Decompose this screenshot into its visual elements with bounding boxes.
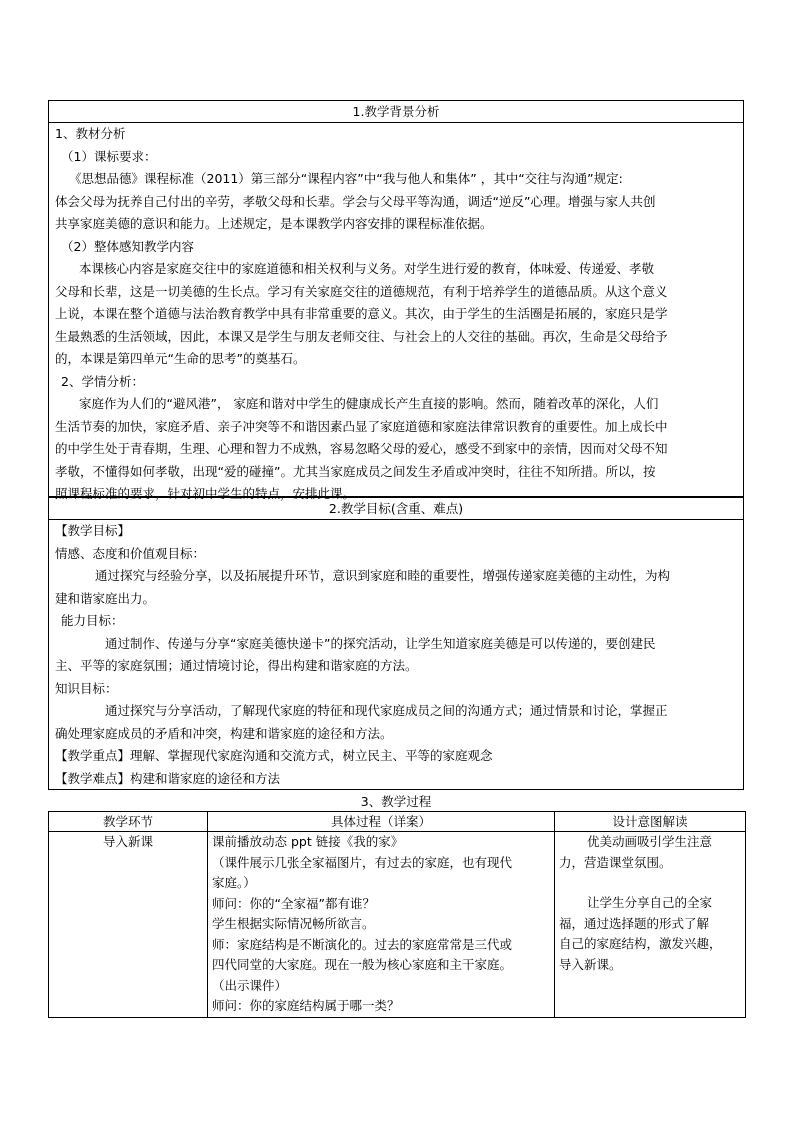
process-line: 学生根据实际情况畅所欲言。 [212, 916, 375, 931]
process-line: 师问：你的家庭结构属于哪一类？ [212, 998, 400, 1013]
section1-title: 1.教学背景分析 [49, 101, 743, 123]
process-line: 四代同堂的大家庭。现在一般为核心家庭和主干家庭。 [212, 957, 513, 972]
text-line: 1、教材分析 [55, 126, 126, 141]
text-line: 通过探究与经验分享，以及拓展提升环节，意识到家庭和睦的重要性，增强传递家庭美德的主动性，为构 [95, 568, 671, 583]
column-header-process: 具体过程（详案） [208, 812, 555, 832]
intent-line: 自己的家庭结构，激发兴趣， [559, 936, 722, 951]
text-line: 家庭作为人们的“避风港”， 家庭和谐对中学生的健康成长产生直接的影响。然而，随着改革的深化，人们 [79, 396, 659, 411]
text-line: 《思想品德》课程标准（2011）第三部分“课程内容”中“我与他人和集体” ，其中“交往与沟通”规定: [69, 171, 623, 186]
text-line: 孝敬，不懂得如何孝敬，出现“爱的碰撞”。尤其当家庭成员之间发生矛盾或冲突时，往往不知所措。所以，按 [55, 463, 656, 479]
text-line: 照课程标准的要求，针对初中学生的特点，安排此课。 [55, 486, 356, 501]
intent-line: 让学生分享自己的全家 [587, 895, 713, 910]
section3-title: 3、教学过程 [360, 794, 432, 809]
text-line: 主、平等的家庭氛围；通过情境讨论，得出构建和谐家庭的方法。 [55, 658, 418, 673]
text-line: 【教学难点】构建和谐家庭的途径和方法 [55, 770, 281, 786]
text-line: 2、学情分析： [61, 373, 144, 389]
text-line: 能力目标： [61, 613, 124, 628]
stage-cell: 导入新课 [49, 832, 208, 1018]
process-line: （出示课件） [212, 977, 288, 993]
text-line: 【教学目标】 [55, 523, 131, 538]
text-line: 的中学生处于青春期，生理、心理和智力不成熟，容易忽略父母的爱心，感受不到家中的亲情，因而对父母不知 [55, 441, 668, 456]
process-line: （课件展示几张全家福图片，有过去的家庭，也有现代 [212, 854, 513, 870]
process-line: 课前播放动态 ppt 链接《我的家》 [212, 834, 404, 849]
text-line: 建和谐家庭出力。 [55, 590, 156, 606]
text-line: 父母和长辈，这是一切美德的生长点。学习有关家庭交往的道德规范，有利于培养学生的道德品质。从这个意义 [55, 283, 668, 299]
section1-content [49, 123, 743, 506]
text-line: 的，本课是第四单元“生命的思考”的奠基石。 [55, 351, 306, 366]
teaching-background-box [48, 100, 744, 501]
text-line: 生最熟悉的生活领域，因此，本课又是学生与朋友老师交往、与社会上的人交往的基础。再次，生命是父母给予 [55, 328, 668, 344]
text-line: 知识目标： [55, 680, 118, 696]
text-line: 本课核心内容是家庭交往中的家庭道德和相关权利与义务。对学生进行爱的教育，体味爱、传递爱、孝敬 [79, 261, 655, 276]
intent-line: 导入新课。 [559, 956, 622, 972]
intent-line: 优美动画吸引学生注意 [587, 834, 713, 849]
teaching-objectives-box [48, 497, 744, 790]
column-header-stage: 教学环节 [49, 812, 208, 832]
text-line: （1）课标要求： [61, 148, 157, 164]
text-line: 体会父母为抚养自己付出的辛劳，孝敬父母和长辈。学会与父母平等沟通，调适“逆反”心理。增强与家人共创 [55, 193, 656, 209]
section2-content [49, 520, 743, 790]
text-line: 通过制作、传递与分享“家庭美德快递卡”的探究活动，让学生知道家庭美德是可以传递的，要创建民 [105, 635, 656, 651]
text-line: （2）整体感知教学内容 [61, 238, 194, 254]
process-line: 师：家庭结构是不断演化的。过去的家庭常常是三代或 [212, 936, 513, 952]
text-line: 【教学重点】理解、掌握现代家庭沟通和交流方式，树立民主、平等的家庭观念 [55, 748, 493, 763]
text-line: 情感、态度和价值观目标： [55, 545, 206, 561]
text-line: 确处理家庭成员的矛盾和冲突，构建和谐家庭的途径和方法。 [55, 725, 393, 741]
process-line: 师问：你的“全家福”都有谁？ [212, 895, 375, 911]
section2-title: 2.教学目标(含重、难点) [49, 498, 743, 520]
table-row [49, 832, 746, 1018]
text-line: 生活节奏的加快，家庭矛盾、亲子冲突等不和谐因素凸显了家庭道德和家庭法律常识教育的重要性。加上成长中 [55, 418, 668, 434]
column-header-intent: 设计意图解读 [555, 812, 746, 832]
intent-line: 福，通过选择题的形式了解 [559, 915, 710, 931]
process-line: 家庭。） [212, 875, 256, 890]
table-header-row [49, 812, 746, 832]
text-line: 通过探究与分享活动，了解现代家庭的特征和现代家庭成员之间的沟通方式；通过情景和讨论，掌握正 [105, 703, 668, 718]
text-line: 上说，本课在整个道德与法治教育教学中具有非常重要的意义。其次，由于学生的生活圈是拓展的，家庭只是学 [55, 306, 668, 321]
intent-line: 力，营造课堂氛围。 [559, 854, 672, 870]
teaching-process-table [48, 811, 746, 1018]
text-line: 共享家庭美德的意识和能力。上述规定，是本课教学内容安排的课程标准依据。 [55, 216, 493, 231]
intent-cell [555, 832, 746, 1018]
process-cell [208, 832, 555, 1018]
intent-spacer [559, 873, 741, 893]
